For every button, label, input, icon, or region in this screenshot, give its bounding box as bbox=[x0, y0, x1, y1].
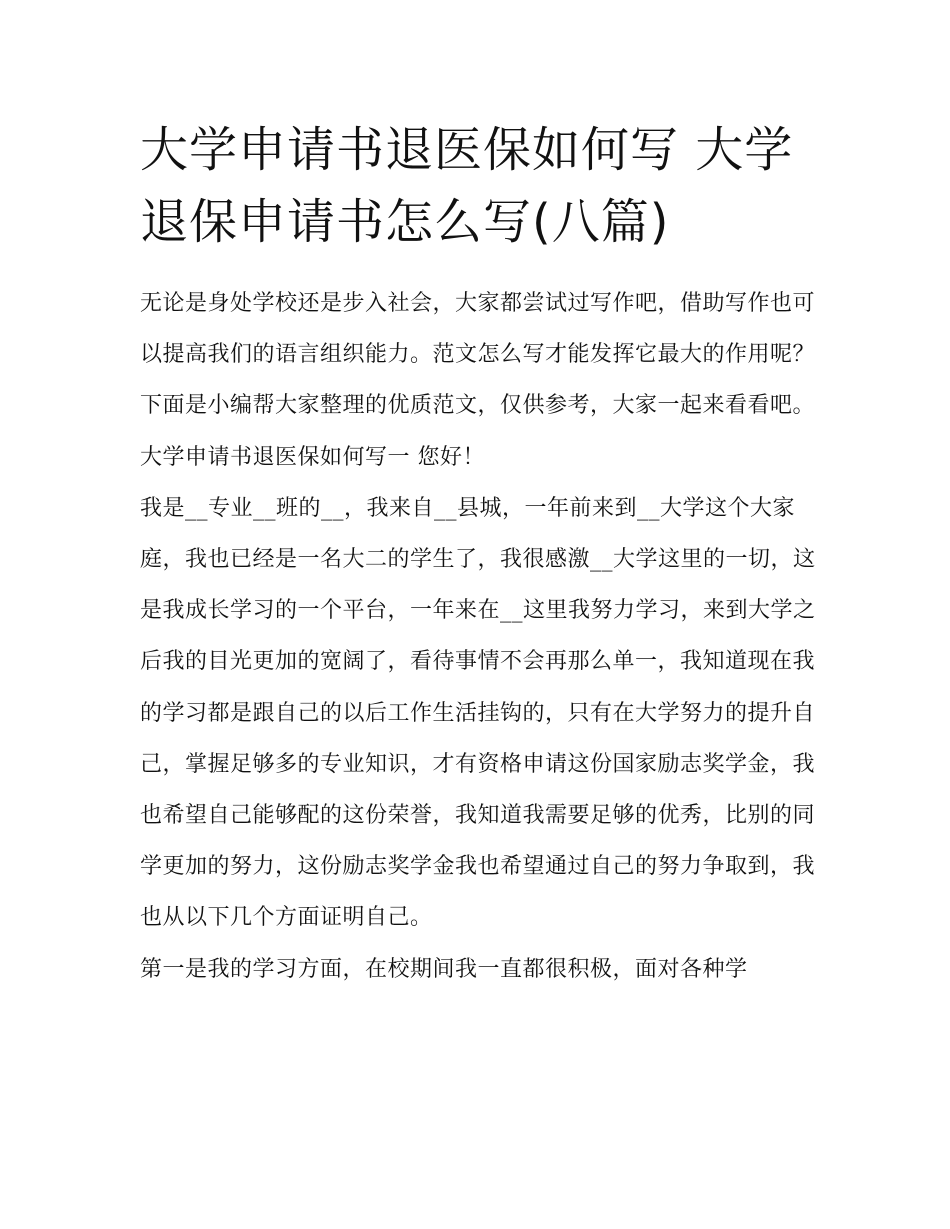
paragraph-intro: 无论是身处学校还是步入社会，大家都尝试过写作吧，借助写作也可以提高我们的语言组织能力。范文怎么写才能发挥它最大的作用呢？下面是小编帮大家整理的优质范文，仅供参考，大家一起来看看吧。 bbox=[140, 291, 816, 419]
paragraph-main: 我是__专业__班的__，我来自__县城，一年前来到__大学这个大家庭，我也已经是一名大二的学生了，我很感激__大学这里的一切，这是我成长学习的一个平台，一年来在__这里我努力学习，来到大学之后我的目光更加的宽阔了，看待事情不会再那么单一，我知道现在我的学习都是跟自己的以后工作生活挂钩的，只有在大学努力的提升自己，掌握足够多的专业知识，才有资格申请这份国家励志奖学金，我也希望自己能够配的这份荣誉，我知道我需要足够的优秀，比别的同学更加的努力，这份励志奖学金我也希望通过自己的努力争取到，我也从以下几个方面证明自己。 bbox=[140, 495, 816, 931]
paragraph-first-point: 第一是我的学习方面，在校期间我一直都很积极，面对各种学 bbox=[140, 956, 748, 982]
document-body bbox=[140, 278, 816, 995]
paragraph-heading-greeting: 大学申请书退医保如何写一 您好！ bbox=[140, 444, 485, 470]
document-title: 大学申请书退医保如何写 大学退保申请书怎么写(八篇) bbox=[140, 122, 794, 250]
